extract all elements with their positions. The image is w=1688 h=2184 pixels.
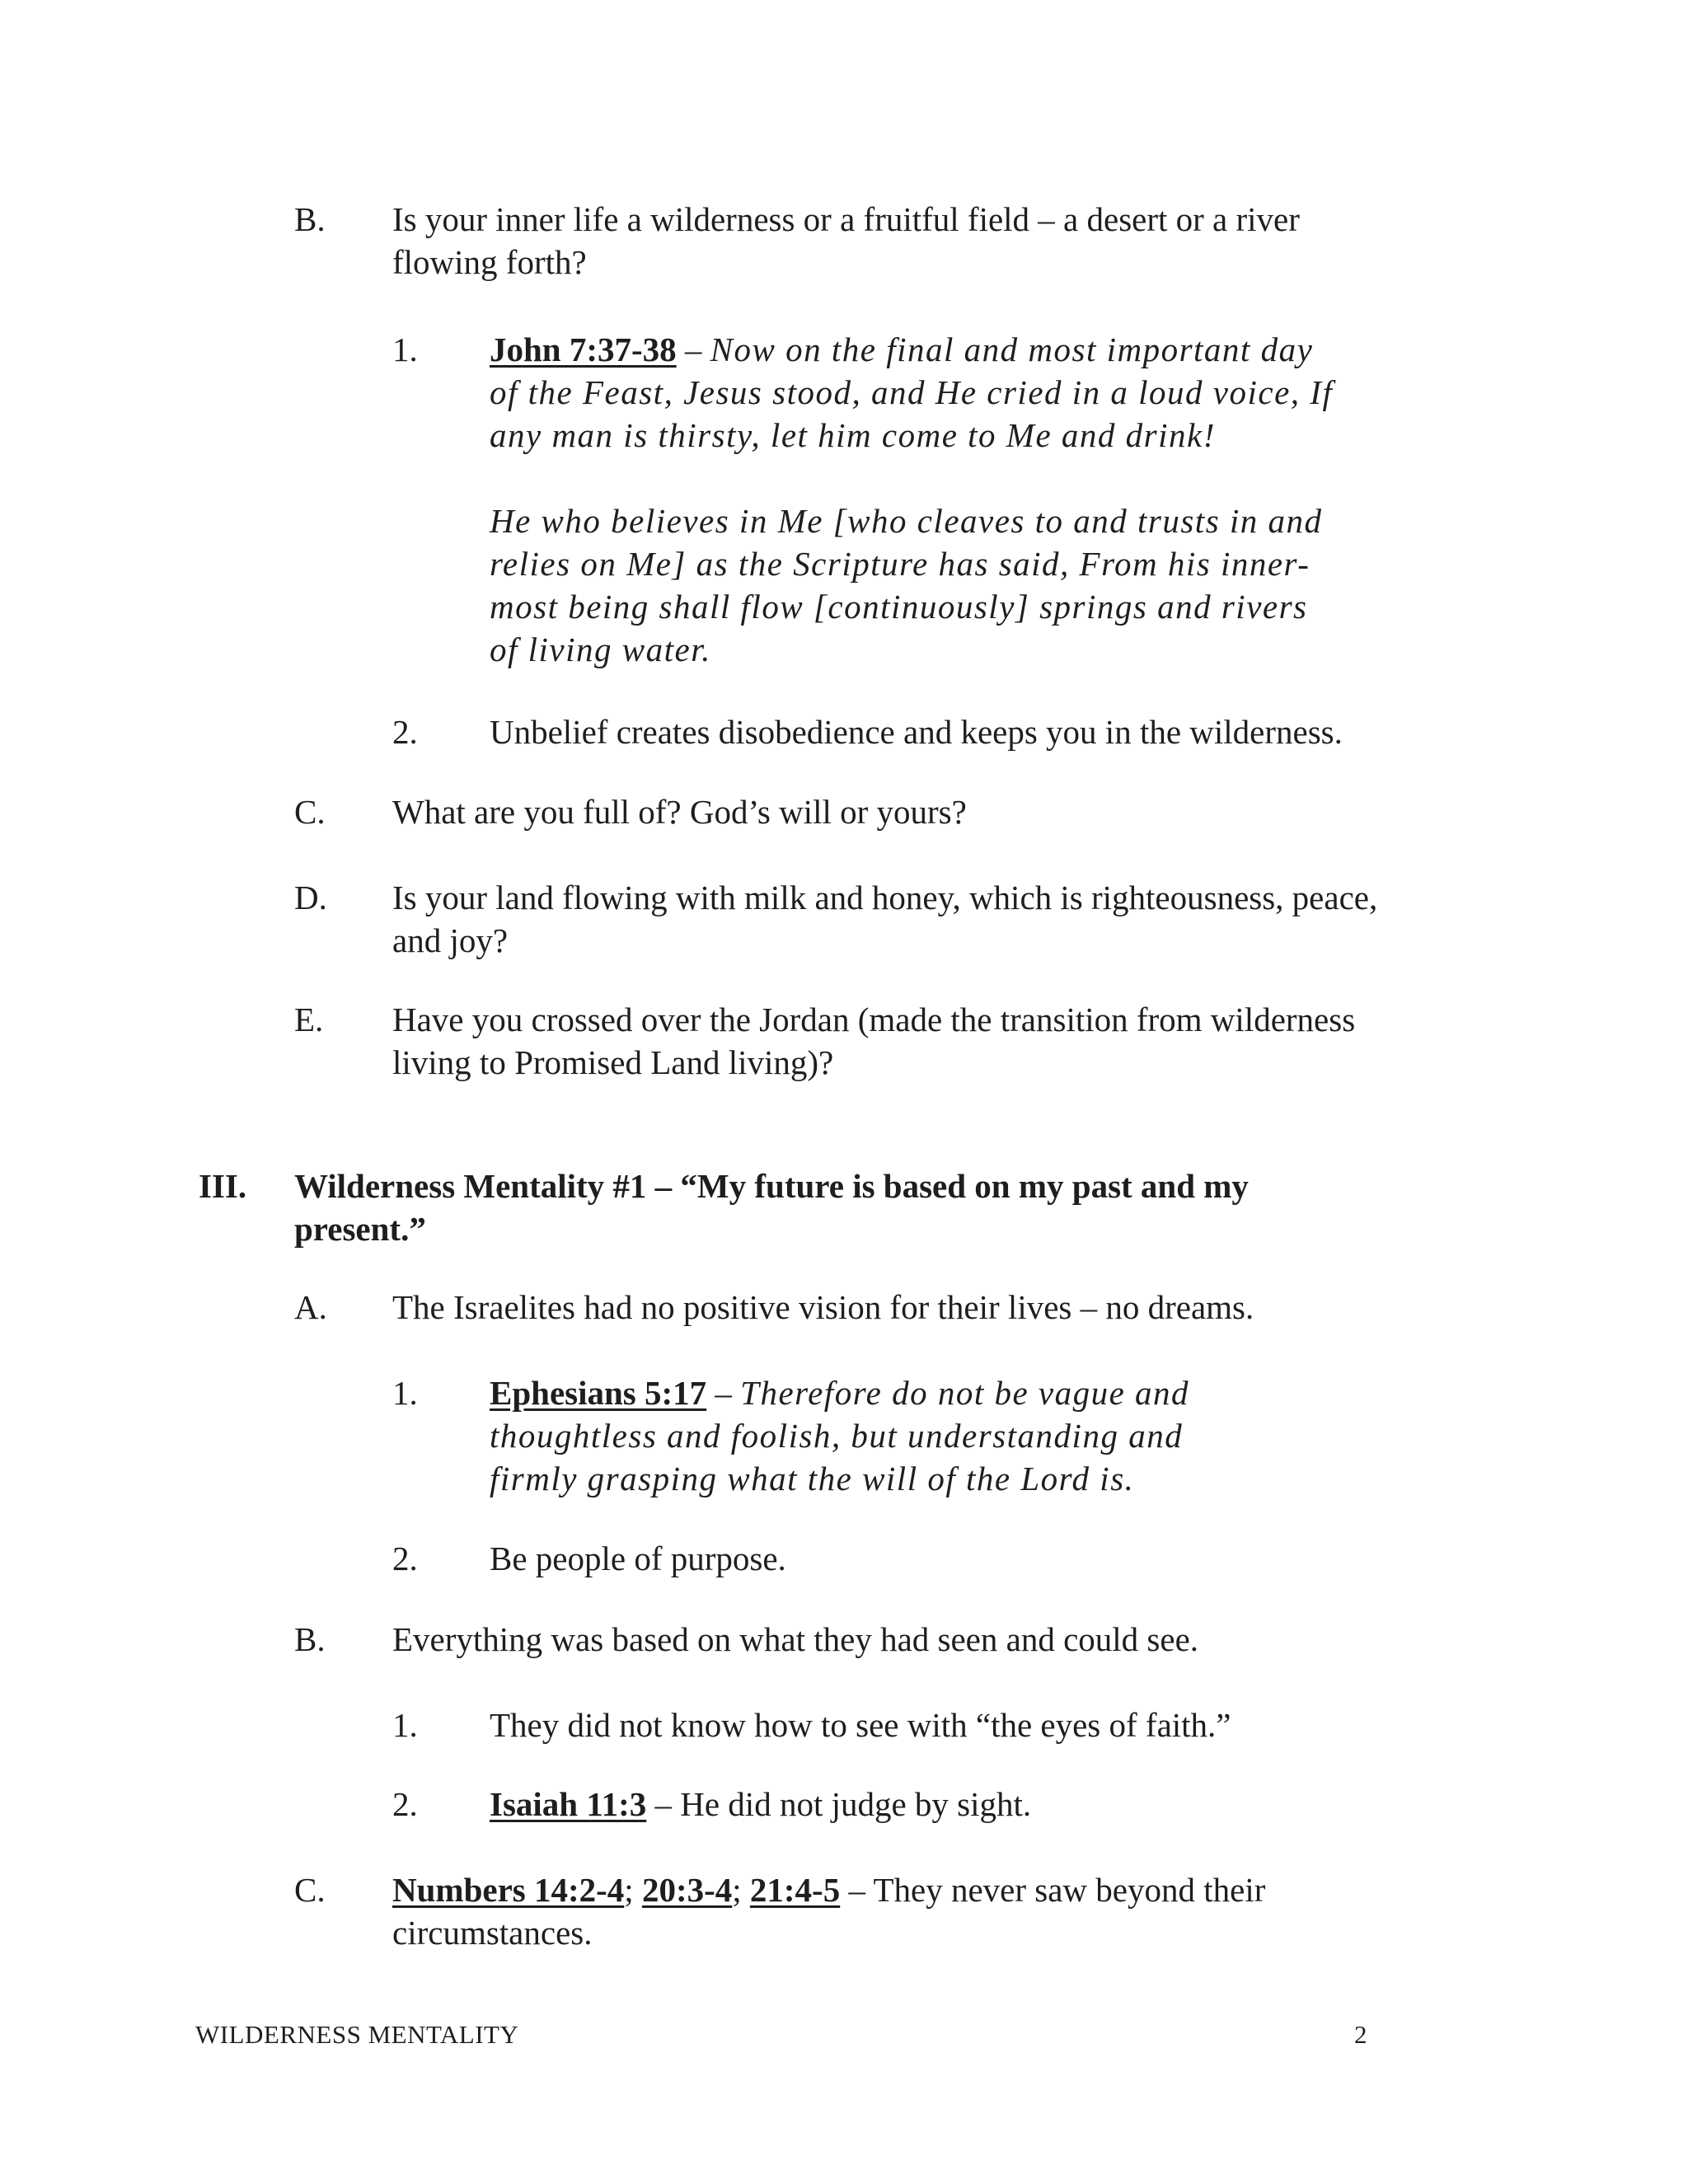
quote-text: of living water. <box>490 630 711 668</box>
item-text: Unbelief creates disobedience and keeps you in the wilderness. <box>490 713 1343 751</box>
item-text-rest: – They never saw beyond their <box>840 1871 1266 1909</box>
item-text-line: Is your inner life a wilderness or a fruitful field – a desert or a river <box>392 200 1300 238</box>
item-text-line: Have you crossed over the Jordan (made the transition from wilderness <box>392 1001 1356 1038</box>
section-title-line: present.” <box>294 1210 426 1248</box>
scripture-reference-link[interactable]: 20:3-4 <box>641 1871 733 1909</box>
item-text-line: circumstances. <box>392 1914 593 1952</box>
quote-text: Therefore do not be vague and <box>740 1374 1190 1412</box>
item-label: 1. <box>392 1706 418 1744</box>
item-label: C. <box>294 1871 326 1909</box>
item-text: What are you full of? God’s will or yours? <box>392 793 967 831</box>
scripture-reference-link[interactable]: John 7:37-38 <box>490 330 677 368</box>
scripture-reference-link[interactable]: 21:4-5 <box>749 1871 841 1909</box>
dash-separator: – <box>706 1374 741 1412</box>
quote-text: thoughtless and foolish, but understanding and <box>490 1417 1184 1455</box>
item-text: The Israelites had no positive vision for their lives – no dreams. <box>392 1288 1254 1326</box>
item-label: E. <box>294 1001 324 1038</box>
item-text-line: flowing forth? <box>392 243 587 281</box>
item-text-line: living to Promised Land living)? <box>392 1043 834 1081</box>
page-number: 2 <box>1354 2020 1367 2049</box>
scripture-reference-link[interactable]: Isaiah 11:3 <box>490 1785 647 1823</box>
item-label: B. <box>294 1620 326 1658</box>
separator: ; <box>624 1871 642 1909</box>
item-text-line <box>392 1868 1265 1911</box>
item-text: Be people of purpose. <box>490 1540 786 1577</box>
item-label: 2. <box>392 1785 418 1823</box>
quote-text: He who believes in Me [who cleaves to and trusts in and <box>490 502 1323 540</box>
item-text: They did not know how to see with “the eyes of faith.” <box>490 1706 1231 1744</box>
item-label: 1. <box>392 330 418 368</box>
section-title-line: Wilderness Mentality #1 – “My future is based on my past and my <box>294 1167 1249 1205</box>
section-number: III. <box>199 1167 247 1205</box>
quote-text: relies on Me] as the Scripture has said, From his inner- <box>490 545 1311 583</box>
quote-text: firmly grasping what the will of the Lord is. <box>490 1460 1135 1497</box>
quote-text: of the Feast, Jesus stood, and He cried in a loud voice, If <box>490 373 1334 411</box>
item-text-line: and joy? <box>392 921 509 959</box>
item-label: 2. <box>392 1540 418 1577</box>
item-text-line: Is your land flowing with milk and honey, which is righteousness, peace, <box>392 879 1378 916</box>
item-label: 2. <box>392 713 418 751</box>
item-text-rest: – He did not judge by sight. <box>646 1785 1032 1823</box>
dash-separator: – <box>676 330 710 368</box>
quote-text: any man is thirsty, let him come to Me and drink! <box>490 416 1216 454</box>
item-label: D. <box>294 879 327 916</box>
footer-title: WILDERNESS MENTALITY <box>195 2020 519 2049</box>
quote-text: most being shall flow [continuously] springs and rivers <box>490 588 1308 626</box>
item-text <box>490 1783 1031 1825</box>
item-label: B. <box>294 200 326 238</box>
separator: ; <box>732 1871 750 1909</box>
scripture-quote <box>490 1371 1189 1414</box>
scripture-reference-link[interactable]: Numbers 14:2-4 <box>392 1871 625 1909</box>
item-label: A. <box>294 1288 327 1326</box>
scripture-quote <box>490 328 1313 371</box>
item-label: 1. <box>392 1374 418 1412</box>
item-text: Everything was based on what they had seen and could see. <box>392 1620 1199 1658</box>
quote-text: Now on the final and most important day <box>710 330 1314 368</box>
item-label: C. <box>294 793 326 831</box>
scripture-reference-link[interactable]: Ephesians 5:17 <box>490 1374 707 1412</box>
